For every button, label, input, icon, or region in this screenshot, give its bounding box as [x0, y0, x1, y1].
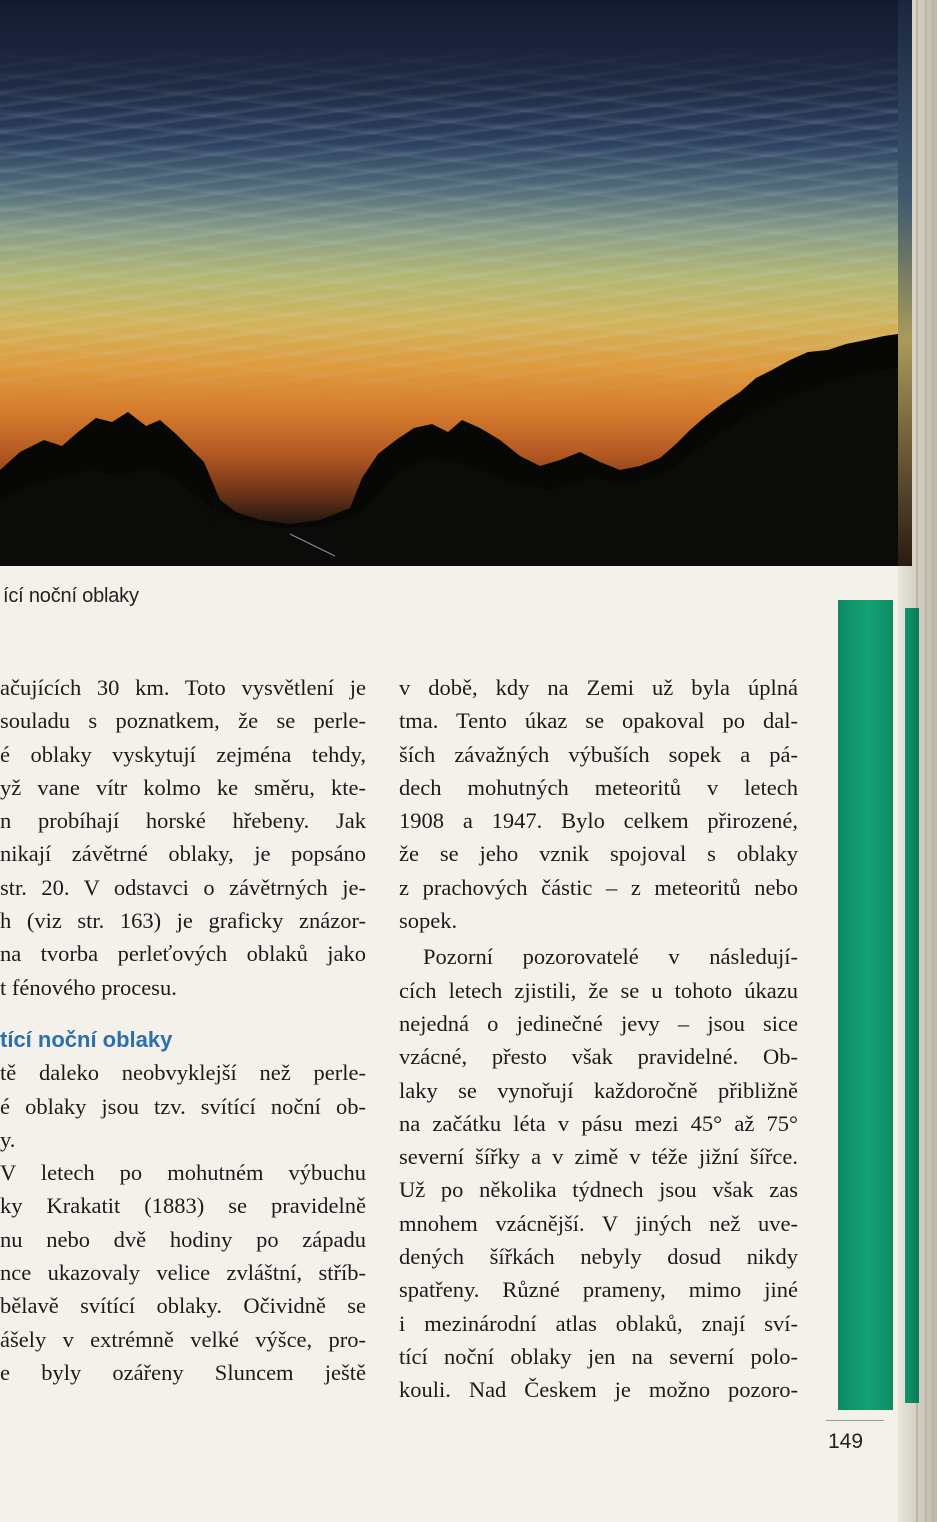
text-line: y. — [0, 1126, 16, 1152]
text-line: tící noční oblaky jen na severní polo- — [399, 1343, 798, 1369]
text-line: V letech po mohutném výbuchu — [0, 1160, 366, 1186]
chapter-tab-band — [838, 600, 893, 1410]
text-line: t fénového procesu. — [0, 974, 177, 1000]
text-line: ších závažných výbuších sopek a pá- — [399, 741, 798, 767]
text-line: nu nebo dvě hodiny po západu — [0, 1226, 366, 1252]
text-line: na začátku léta v pásu mezi 45° až 75° — [399, 1110, 798, 1136]
text-line: tě daleko neobvyklejší než perle- — [0, 1060, 366, 1086]
text-line: ačujících 30 km. Toto vysvětlení je — [0, 675, 366, 700]
text-line: severní šířky a v zimě v téže jižní šířce. — [399, 1144, 798, 1170]
text-line: cích letech zjistili, že se u tohoto úkazu — [399, 977, 798, 1003]
text-line: i mezinárodní atlas oblaků, znají sví- — [399, 1310, 798, 1336]
text-line: kouli. Nad Českem je možno pozoro- — [399, 1377, 798, 1403]
chapter-tab-edge — [905, 608, 919, 1403]
text-line: ášely v extrémně velké výšce, pro- — [0, 1326, 366, 1352]
section-heading: tící noční oblaky — [0, 1026, 173, 1052]
text-line: nikají závětrné oblaky, je popsáno — [0, 841, 366, 867]
page-number: 149 — [828, 1430, 864, 1453]
text-line: bělavě svítící oblaky. Očividně se — [0, 1293, 366, 1319]
text-line: ky Krakatit (1883) se pravidelně — [0, 1193, 366, 1219]
text-line: Už po několika týdnech jsou však zas — [399, 1177, 798, 1203]
text-line: tma. Tento úkaz se opakoval po dal- — [399, 708, 798, 734]
text-line: sopek. — [399, 908, 458, 934]
text-line: dených šířkách nebyly dosud nikdy — [399, 1244, 798, 1270]
text-line: 1908 a 1947. Bylo celkem přirozené, — [399, 808, 798, 834]
page-number-rule — [826, 1420, 884, 1421]
text-line: nejedná o jedinečné jevy – jsou sice — [399, 1010, 798, 1036]
page-edge-line — [932, 0, 934, 1522]
text-line: n probíhají horské hřebeny. Jak — [0, 808, 366, 834]
text-line: laky se vynořují každoročně přibližně — [399, 1077, 798, 1103]
text-line: z prachových částic – z meteoritů nebo — [399, 874, 798, 900]
text-line: yž vane vítr kolmo ke směru, kte- — [0, 774, 366, 800]
photo-caption: ící noční oblaky — [3, 585, 139, 607]
text-line: na tvorba perleťových oblaků jako — [0, 941, 366, 967]
right-text-column — [399, 671, 798, 1407]
text-line: mnohem vzácnější. V jiných než uve- — [399, 1210, 798, 1236]
text-line: é oblaky jsou tzv. svítící noční ob- — [0, 1093, 366, 1119]
text-line: h (viz str. 163) je graficky znázor- — [0, 908, 366, 934]
text-line: vzácné, přesto však pravidelné. Ob- — [399, 1044, 798, 1070]
photo-page-edge — [898, 0, 912, 566]
page-edge-line — [925, 0, 927, 1522]
text-line: v době, kdy na Zemi už byla úplná — [399, 675, 798, 700]
text-line: souladu s poznatkem, že se perle- — [0, 708, 366, 734]
text-line: spatřeny. Různé prameny, mimo jiné — [399, 1277, 798, 1303]
text-line: dech mohutných meteoritů v letech — [399, 774, 798, 800]
text-line: nce ukazovaly velice zvláštní, stříb- — [0, 1260, 366, 1286]
left-text-column — [0, 671, 366, 1389]
text-line: Pozorní pozorovatelé v následují- — [423, 944, 798, 970]
tree-silhouettes — [0, 0, 898, 566]
noctilucent-clouds-photo — [0, 0, 898, 566]
text-line: že se jeho vznik spojoval s oblaky — [399, 841, 798, 867]
text-line: str. 20. V odstavci o závětrných je- — [0, 874, 366, 900]
text-line: e byly ozářeny Sluncem ještě — [0, 1359, 366, 1385]
text-line: é oblaky vyskytují zejména tehdy, — [0, 741, 366, 767]
